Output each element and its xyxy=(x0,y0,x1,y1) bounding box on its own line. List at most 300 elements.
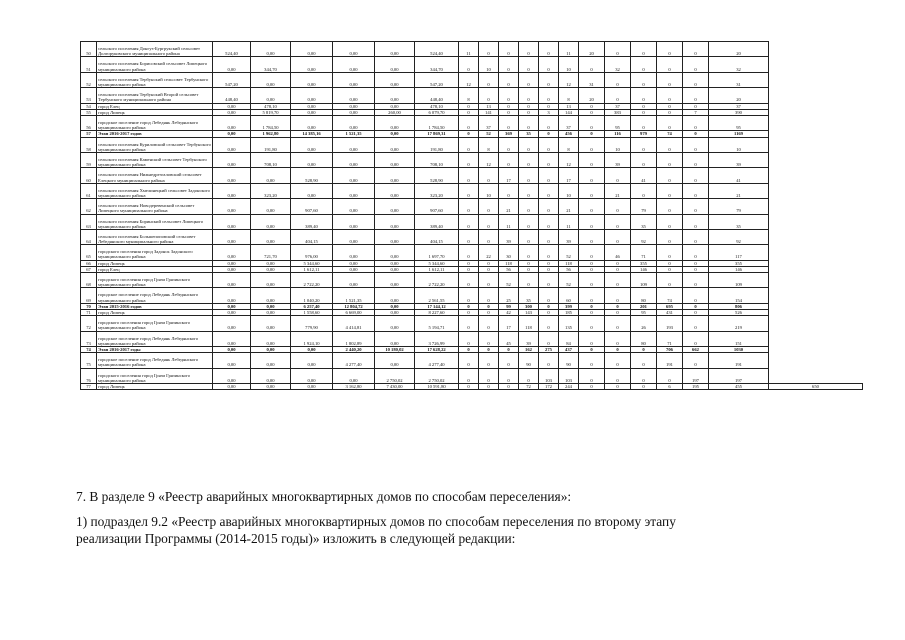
value-cell: 0 xyxy=(579,384,605,390)
value-cell: 1 521,35 xyxy=(333,288,375,303)
value-cell: 13 xyxy=(479,103,499,109)
value-cell: 0 xyxy=(683,72,709,87)
value-cell: 41 xyxy=(631,168,657,183)
value-cell: 0 xyxy=(605,331,631,346)
value-cell: 0,00 xyxy=(333,199,375,214)
value-cell: 11 xyxy=(559,214,579,229)
value-cell: 1 612,11 xyxy=(415,266,459,272)
value-cell: 0 xyxy=(459,288,479,303)
value-cell: 0 xyxy=(499,152,519,167)
value-cell: 0 xyxy=(605,42,631,57)
value-cell: 524,40 xyxy=(415,42,459,57)
value-cell: 0,00 xyxy=(375,266,415,272)
row-number-cell: 57 xyxy=(81,131,97,137)
value-cell: 0,00 xyxy=(375,183,415,198)
value-cell: 99 xyxy=(499,303,519,309)
value-cell: 355 xyxy=(709,260,769,266)
value-cell: 84 xyxy=(559,331,579,346)
row-number-cell: 56 xyxy=(81,115,97,130)
municipality-name-cell: сельского поселения Хмелинецкий сельсовет Задонского муниципального района xyxy=(97,183,213,198)
value-cell: 0 xyxy=(683,303,709,309)
value-cell: 0,00 xyxy=(213,310,251,316)
value-cell: 323,20 xyxy=(415,183,459,198)
municipality-name-cell: городского поселения город Задонск Задонского муниципального района xyxy=(97,245,213,260)
value-cell: 455 xyxy=(709,384,769,390)
value-cell: 0 xyxy=(519,199,539,214)
value-cell: 141 xyxy=(479,109,499,115)
value-cell: 0 xyxy=(519,88,539,103)
value-cell: 0,00 xyxy=(213,214,251,229)
value-cell: 0 xyxy=(519,57,539,72)
row-number-cell: 77 xyxy=(81,384,97,390)
value-cell: 0 xyxy=(479,260,499,266)
value-cell: 0 xyxy=(605,72,631,87)
value-cell: 0 xyxy=(579,347,605,353)
value-cell: 42 xyxy=(499,310,519,316)
value-cell: 0 xyxy=(579,103,605,109)
value-cell: 547,20 xyxy=(213,72,251,87)
value-cell: 39 xyxy=(499,229,519,244)
value-cell: 0 xyxy=(459,109,479,115)
value-cell: 0 xyxy=(499,347,519,353)
value-cell: 0 xyxy=(657,137,683,152)
value-cell: 0,00 xyxy=(375,303,415,309)
value-cell: 10 xyxy=(559,183,579,198)
value-cell: 0 xyxy=(631,88,657,103)
row-number-cell: 62 xyxy=(81,199,97,214)
row-number-cell: 71 xyxy=(81,310,97,316)
value-cell: 0 xyxy=(539,260,559,266)
value-cell: 0 xyxy=(683,260,709,266)
value-cell: 0 xyxy=(631,72,657,87)
value-cell: 1 924,10 xyxy=(291,331,333,346)
value-cell: 1169 xyxy=(709,131,769,137)
municipality-name-cell: город Липецк xyxy=(97,384,213,390)
value-cell: 197 xyxy=(709,368,769,383)
value-cell: 0,00 xyxy=(375,260,415,266)
value-cell: 31 xyxy=(709,72,769,87)
value-cell: 0 xyxy=(459,260,479,266)
value-cell: 32 xyxy=(605,57,631,72)
value-cell: 0 xyxy=(579,245,605,260)
value-cell: 0,00 xyxy=(251,310,291,316)
value-cell: 0,00 xyxy=(333,57,375,72)
value-cell: 146 xyxy=(709,266,769,272)
table-row xyxy=(81,137,863,152)
value-cell: 0 xyxy=(631,152,657,167)
value-cell: 0,00 xyxy=(291,353,333,368)
table-row xyxy=(81,384,863,390)
value-cell: 0 xyxy=(683,57,709,72)
value-cell: 35 xyxy=(709,214,769,229)
table-row xyxy=(81,245,863,260)
value-cell: 2 722,20 xyxy=(415,273,459,288)
value-cell: 0 xyxy=(631,42,657,57)
value-cell: 0,00 xyxy=(375,137,415,152)
value-cell: 0 xyxy=(459,353,479,368)
value-cell: 0,00 xyxy=(375,331,415,346)
value-cell: 0 xyxy=(499,42,519,57)
value-cell: 0 xyxy=(657,42,683,57)
value-cell: 5 344,60 xyxy=(291,260,333,266)
value-cell: 0 xyxy=(479,72,499,87)
value-cell: 0 xyxy=(499,88,519,103)
value-cell: 219 xyxy=(709,316,769,331)
value-cell: 695 xyxy=(657,303,683,309)
value-cell: 0,00 xyxy=(213,331,251,346)
value-cell: 721,70 xyxy=(251,245,291,260)
value-cell: 0 xyxy=(519,42,539,57)
value-cell: 0 xyxy=(479,168,499,183)
value-cell: 39 xyxy=(519,331,539,346)
value-cell: 0 xyxy=(657,199,683,214)
value-cell: 4 277,40 xyxy=(415,353,459,368)
value-cell: 0,00 xyxy=(251,331,291,346)
row-number-cell: 60 xyxy=(81,168,97,183)
value-cell: 0,00 xyxy=(251,199,291,214)
value-cell: 0 xyxy=(579,303,605,309)
value-cell: 22 xyxy=(479,245,499,260)
value-cell: 0 xyxy=(683,229,709,244)
row-number-cell: 63 xyxy=(81,214,97,229)
value-cell: 0 xyxy=(579,131,605,137)
municipality-name-cell: город Липецк xyxy=(97,109,213,115)
value-cell: 0,00 xyxy=(291,384,333,390)
value-cell: 0,00 xyxy=(375,229,415,244)
value-cell: 11 xyxy=(459,42,479,57)
value-cell: 95 xyxy=(605,115,631,130)
value-cell: 80 xyxy=(631,288,657,303)
value-cell: 0 xyxy=(579,115,605,130)
value-cell: 389,40 xyxy=(291,214,333,229)
value-cell: 1 558,60 xyxy=(291,310,333,316)
value-cell: 0,00 xyxy=(213,229,251,244)
row-number-cell: 61 xyxy=(81,183,97,198)
value-cell: 0,00 xyxy=(333,245,375,260)
value-cell: 0 xyxy=(631,137,657,152)
value-cell: 5 344,60 xyxy=(415,260,459,266)
value-cell: 0 xyxy=(499,137,519,152)
table-row xyxy=(81,168,863,183)
value-cell: 0 xyxy=(519,229,539,244)
value-cell: 21 xyxy=(559,199,579,214)
value-cell: 0,00 xyxy=(251,316,291,331)
value-cell: 0,00 xyxy=(375,152,415,167)
value-cell: 0 xyxy=(519,214,539,229)
value-cell: 0 xyxy=(605,168,631,183)
value-cell: 1 962,80 xyxy=(251,131,291,137)
value-cell: 3 xyxy=(539,109,559,115)
value-cell: 260,00 xyxy=(375,109,415,115)
value-cell: 0,00 xyxy=(213,115,251,130)
value-cell: 0 xyxy=(539,214,559,229)
value-cell: 10 xyxy=(605,137,631,152)
value-cell: 37 xyxy=(479,115,499,130)
value-cell: 0 xyxy=(683,183,709,198)
municipality-name-cell: Этап 2015-2016 годов xyxy=(97,303,213,309)
value-cell: 0 xyxy=(579,199,605,214)
value-cell: 118 xyxy=(499,260,519,266)
value-cell: 5 819,70 xyxy=(251,109,291,115)
value-cell: 806 xyxy=(709,303,769,309)
value-cell: 0 xyxy=(657,273,683,288)
value-cell: 0,00 xyxy=(291,347,333,353)
row-number-cell: 70 xyxy=(81,303,97,309)
value-cell: 0 xyxy=(459,303,479,309)
municipality-name-cell: сельского поселения Тербунский сельсовет Тербунского муниципального района xyxy=(97,72,213,87)
value-cell: 0 xyxy=(499,103,519,109)
value-cell: 0 xyxy=(539,137,559,152)
value-cell: 0 xyxy=(683,353,709,368)
value-cell: 0 xyxy=(519,109,539,115)
value-cell: 0 xyxy=(459,331,479,346)
value-cell: 399 xyxy=(559,303,579,309)
value-cell: 0 xyxy=(605,273,631,288)
value-cell: 650 xyxy=(769,384,863,390)
value-cell: 275 xyxy=(539,347,559,353)
value-cell: 0 xyxy=(459,229,479,244)
value-cell: 907,60 xyxy=(415,199,459,214)
value-cell: 0,00 xyxy=(251,72,291,87)
value-cell: 35 xyxy=(519,131,539,137)
value-cell: 1030 xyxy=(709,347,769,353)
value-cell: 0 xyxy=(605,214,631,229)
value-cell: 195 xyxy=(683,384,709,390)
value-cell: 25 xyxy=(499,288,519,303)
row-number-cell: 54 xyxy=(81,103,97,109)
value-cell: 0 xyxy=(683,310,709,316)
value-cell: 193 xyxy=(657,316,683,331)
value-cell: 0 xyxy=(579,183,605,198)
value-cell: 0,00 xyxy=(213,288,251,303)
value-cell: 0 xyxy=(683,288,709,303)
value-cell: 0 xyxy=(459,199,479,214)
value-cell: 0,00 xyxy=(213,245,251,260)
value-cell: 0 xyxy=(499,115,519,130)
value-cell: 0,00 xyxy=(213,109,251,115)
value-cell: 0,00 xyxy=(251,303,291,309)
value-cell: 0,00 xyxy=(213,316,251,331)
value-cell: 0 xyxy=(479,199,499,214)
value-cell: 117 xyxy=(709,245,769,260)
value-cell: 191,80 xyxy=(251,137,291,152)
value-cell: 12 xyxy=(559,72,579,87)
value-cell: 0 xyxy=(579,137,605,152)
value-cell: 11 xyxy=(499,214,519,229)
value-cell: 109 xyxy=(709,273,769,288)
value-cell: 0 xyxy=(683,88,709,103)
table-row xyxy=(81,42,863,57)
value-cell: 0,00 xyxy=(291,137,333,152)
value-cell: 0,00 xyxy=(251,353,291,368)
value-cell: 0,00 xyxy=(213,183,251,198)
value-cell: 1 040,20 xyxy=(291,288,333,303)
value-cell: 0,00 xyxy=(213,353,251,368)
value-cell: 0,00 xyxy=(291,72,333,87)
value-cell: 0 xyxy=(631,347,657,353)
value-cell: 0 xyxy=(683,316,709,331)
value-cell: 390 xyxy=(709,109,769,115)
value-cell: 0,00 xyxy=(251,266,291,272)
value-cell: 0 xyxy=(519,266,539,272)
value-cell: 437 xyxy=(559,347,579,353)
value-cell: 0,00 xyxy=(333,152,375,167)
value-cell: 0,00 xyxy=(251,260,291,266)
value-cell: 0,00 xyxy=(291,42,333,57)
value-cell: 0 xyxy=(605,199,631,214)
value-cell: 0 xyxy=(459,347,479,353)
value-cell: 52 xyxy=(559,245,579,260)
value-cell: 0 xyxy=(683,103,709,109)
value-cell: 0 xyxy=(479,316,499,331)
value-cell: 12 xyxy=(479,152,499,167)
value-cell: 46 xyxy=(605,245,631,260)
value-cell: 0 xyxy=(579,368,605,383)
value-cell: 35 xyxy=(631,214,657,229)
value-cell: 662 xyxy=(683,347,709,353)
value-cell: 0 xyxy=(479,310,499,316)
value-cell: 0 xyxy=(499,384,519,390)
value-cell: 79 xyxy=(631,199,657,214)
row-number-cell: 75 xyxy=(81,353,97,368)
value-cell: 20 xyxy=(709,42,769,57)
value-cell: 0 xyxy=(459,214,479,229)
value-cell: 32 xyxy=(709,57,769,72)
value-cell: 8 xyxy=(459,88,479,103)
value-cell: 0 xyxy=(683,115,709,130)
value-cell: 0 xyxy=(519,245,539,260)
value-cell: 0 xyxy=(539,183,559,198)
value-cell: 0,00 xyxy=(251,168,291,183)
value-cell: 0 xyxy=(539,103,559,109)
row-number-cell: 64 xyxy=(81,229,97,244)
value-cell: 135 xyxy=(559,316,579,331)
value-cell: 1 612,11 xyxy=(291,266,333,272)
value-cell: 0 xyxy=(579,288,605,303)
value-cell: 0,00 xyxy=(333,42,375,57)
value-cell: 0 xyxy=(479,88,499,103)
value-cell: 0,00 xyxy=(333,368,375,383)
value-cell: 0,00 xyxy=(333,260,375,266)
value-cell: 74 xyxy=(657,131,683,137)
value-cell: 0 xyxy=(479,288,499,303)
value-cell: 17 869,31 xyxy=(415,131,459,137)
value-cell: 31 xyxy=(579,72,605,87)
value-cell: 0 xyxy=(479,303,499,309)
value-cell: 10 591,80 xyxy=(415,384,459,390)
value-cell: 0 xyxy=(539,353,559,368)
value-cell: 0 xyxy=(459,368,479,383)
value-cell: 0 xyxy=(605,88,631,103)
value-cell: 300 xyxy=(519,303,539,309)
value-cell: 6 669,00 xyxy=(333,310,375,316)
value-cell: 383 xyxy=(605,109,631,115)
value-cell: 0,00 xyxy=(375,214,415,229)
value-cell: 0,00 xyxy=(333,88,375,103)
municipality-name-cell: город Липецк xyxy=(97,310,213,316)
value-cell: 0 xyxy=(479,368,499,383)
value-cell: 0 xyxy=(605,229,631,244)
value-cell: 0 xyxy=(683,199,709,214)
value-cell: 0,00 xyxy=(291,103,333,109)
value-cell: 0 xyxy=(683,137,709,152)
value-cell: 191 xyxy=(709,353,769,368)
value-cell: 17 144,12 xyxy=(415,303,459,309)
value-cell: 0 xyxy=(683,131,709,137)
table-row xyxy=(81,152,863,167)
value-cell: 37 xyxy=(559,115,579,130)
value-cell: 0,00 xyxy=(375,131,415,137)
value-cell: 404,15 xyxy=(415,229,459,244)
value-cell: 109 xyxy=(631,273,657,288)
value-cell: 10 xyxy=(559,57,579,72)
table-row xyxy=(81,88,863,103)
value-cell: 4 277,40 xyxy=(333,353,375,368)
value-cell: 0 xyxy=(539,168,559,183)
row-number-cell: 74 xyxy=(81,347,97,353)
row-number-cell: 55 xyxy=(81,109,97,115)
value-cell: 478,10 xyxy=(415,103,459,109)
value-cell: 2 440,20 xyxy=(333,347,375,353)
value-cell: 0,00 xyxy=(333,273,375,288)
municipality-name-cell: городского поселения город Грязи Грязинского муниципального района xyxy=(97,273,213,288)
value-cell: 0 xyxy=(519,72,539,87)
value-cell: 0,00 xyxy=(333,72,375,87)
value-cell: 0 xyxy=(657,183,683,198)
value-cell: 244 xyxy=(559,384,579,390)
value-cell: 0 xyxy=(683,168,709,183)
row-number-cell: 73 xyxy=(81,331,97,346)
value-cell: 0,00 xyxy=(375,57,415,72)
value-cell: 0 xyxy=(459,131,479,137)
value-cell: 0 xyxy=(539,42,559,57)
value-cell: 56 xyxy=(499,266,519,272)
value-cell: 52 xyxy=(559,273,579,288)
value-cell: 0,00 xyxy=(333,137,375,152)
value-cell: 0 xyxy=(539,88,559,103)
value-cell: 0,00 xyxy=(333,115,375,130)
municipality-name-cell: городское поселение город Лебедянь Лебедянского муниципального района xyxy=(97,115,213,130)
value-cell: 0 xyxy=(479,384,499,390)
municipality-name-cell: сельского поселения Донгуз-Бургрукский сельсовет Долгоруковского муниципального района xyxy=(97,42,213,57)
value-cell: 979 xyxy=(631,131,657,137)
value-cell: 201 xyxy=(631,303,657,309)
value-cell: 71 xyxy=(631,245,657,260)
value-cell: 0,00 xyxy=(375,72,415,87)
table-row xyxy=(81,72,863,87)
value-cell: 79 xyxy=(709,199,769,214)
row-number-cell: 52 xyxy=(81,72,97,87)
municipality-name-cell: сельского поселения Нижнедрезгаловский сельсовет Елецкого муниципального района xyxy=(97,168,213,183)
value-cell: 0,00 xyxy=(213,384,251,390)
municipality-name-cell: городского поселения город Грязи Грязинского муниципального района xyxy=(97,368,213,383)
value-cell: 0,00 xyxy=(375,245,415,260)
value-cell: 1 784,50 xyxy=(415,115,459,130)
value-cell: 191,80 xyxy=(415,137,459,152)
value-cell: 0 xyxy=(459,168,479,183)
row-number-cell: 68 xyxy=(81,273,97,288)
value-cell: 0 xyxy=(459,137,479,152)
value-cell: 21 xyxy=(499,199,519,214)
value-cell: 0 xyxy=(605,368,631,383)
value-cell: 0 xyxy=(657,229,683,244)
value-cell: 0,00 xyxy=(213,266,251,272)
value-cell: 10 xyxy=(479,183,499,198)
value-cell: 0 xyxy=(683,42,709,57)
value-cell: 478,10 xyxy=(251,103,291,109)
value-cell: 0,00 xyxy=(213,137,251,152)
value-cell: 0 xyxy=(539,57,559,72)
